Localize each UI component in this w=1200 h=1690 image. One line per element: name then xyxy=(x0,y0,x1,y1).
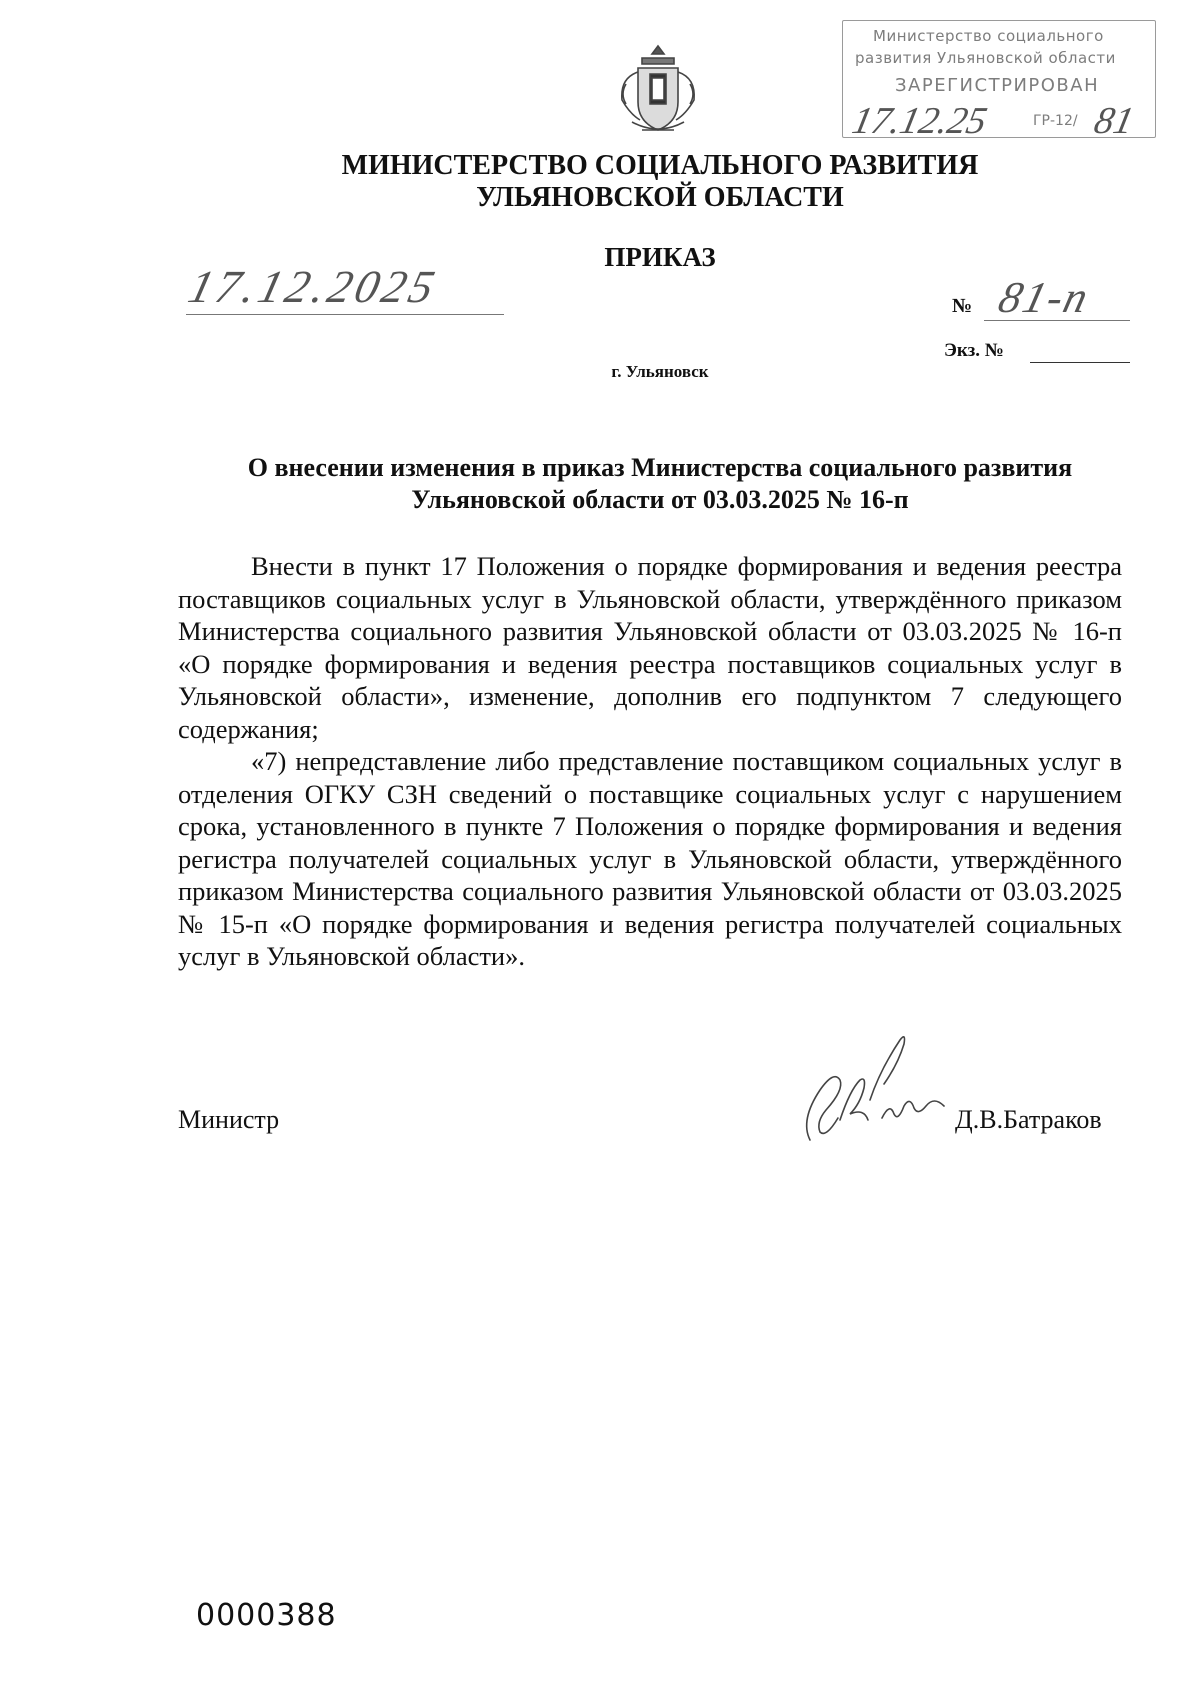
stamp-code: ГР-12/ xyxy=(1033,113,1078,129)
number-label: № xyxy=(952,295,973,317)
signatory-name: Д.В.Батраков xyxy=(955,1105,1102,1134)
city: г. Ульяновск xyxy=(611,362,709,381)
order-body xyxy=(178,550,1122,973)
date-underline xyxy=(186,314,504,315)
copy-number-label: Экз. № xyxy=(944,340,1004,361)
stamp-line-1: Министерство социального xyxy=(873,27,1104,45)
subject-line-1: О внесении изменения в приказ Министерства социального развития xyxy=(247,453,1073,482)
serial-number: 0000388 xyxy=(196,1598,337,1633)
ministry-name xyxy=(0,150,1200,214)
signatory-position: Министр xyxy=(178,1105,280,1134)
registration-stamp xyxy=(842,20,1156,142)
stamp-line-2: развития Ульяновской области xyxy=(855,49,1116,67)
coat-of-arms-icon xyxy=(612,42,704,138)
stamp-registered: ЗАРЕГИСТРИРОВАН xyxy=(895,75,1100,96)
number-underline xyxy=(984,320,1130,321)
subject-line-2: Ульяновской области от 03.03.2025 № 16-п xyxy=(411,485,909,514)
handwritten-number: 81-п xyxy=(993,273,1095,322)
body-paragraph-2: «7) непредставление либо представление поставщиком социальных услуг в отделения ОГКУ СЗН сведений о поставщике социальных услуг с нарушением срока, установленного в пункте 7 Положения о порядке формирования и ведения регистра получателей социальных услуг в Ульяновской области, утверждённого приказом Министерства социального развития Ульяновской области от 03.03.2025 № 15-п «О порядке формирования и ведения регистра получателей социальных услуг в Ульяновской области». xyxy=(178,746,1122,971)
order-subject xyxy=(0,452,1200,516)
handwritten-signature-icon xyxy=(790,1030,950,1150)
document-type: ПРИКАЗ xyxy=(604,242,716,272)
stamp-date: 17.12.25 xyxy=(848,100,991,142)
stamp-number: 81 xyxy=(1090,100,1138,142)
ministry-line-2: УЛЬЯНОВСКОЙ ОБЛАСТИ xyxy=(476,182,844,213)
ministry-line-1: МИНИСТЕРСТВО СОЦИАЛЬНОГО РАЗВИТИЯ xyxy=(341,150,979,181)
handwritten-date: 17.12.2025 xyxy=(183,261,444,312)
body-paragraph-1: Внести в пункт 17 Положения о порядке формирования и ведения реестра поставщиков социальных услуг в Ульяновской области, утверждённого приказом Министерства социального развития Ульяновской области от 03.03.2025 № 16-п «О порядке формирования и ведения реестра поставщиков социальных услуг в Ульяновской области», изменение, дополнив его подпунктом 7 следующего содержания; xyxy=(178,551,1122,744)
